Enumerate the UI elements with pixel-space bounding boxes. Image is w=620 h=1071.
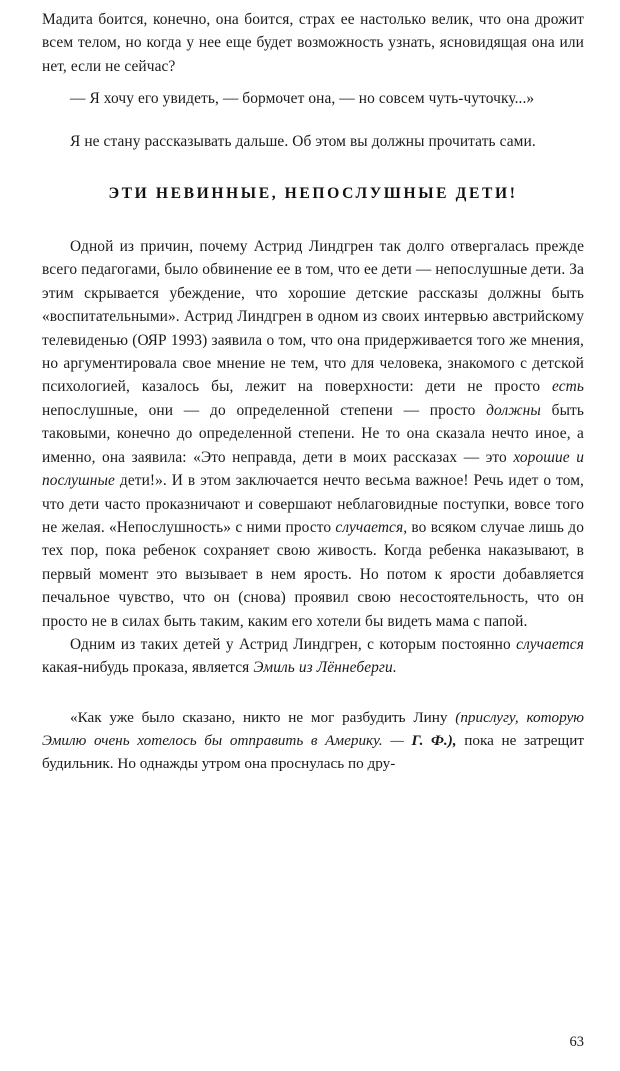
page-number: 63 — [569, 1034, 584, 1050]
spacer — [42, 78, 584, 87]
spacer — [42, 153, 584, 185]
section-heading: ЭТИ НЕВИННЫЕ, НЕПОСЛУШНЫЕ ДЕТИ! — [108, 185, 518, 203]
paragraph-main-argument: Одной из причин, почему Астрид Линдгрен так долго отвергалась прежде всего педагогами, было обвинение ее в том, что ее дети — непослушные дети. За этим скрывается убеждение, что хорошие детские рассказы должны быть «воспитательными». Астрид Линдгрен в одном из своих интервью австрийскому телевиденью (ОЯР 1993) заявила о том, что она придерживается того же мнения, но аргументировала свое мнение не тем, что для человека, знакомого с детской психологией, казалось бы, лежит на поверхности: дети не просто есть непослушные, они — до определенной степени — просто должны быть таковыми, конечно до определенной степени. Не то она сказала нечто иное, а именно, она заявила: «Это неправда, дети в моих рассказах — это хорошие и послушные дети!». И в этом заключается нечто весьма важное! Речь идет о том, что дети часто проказничают и совершают неблаговидные поступки, вовсе того не желая. «Непослушность» с ними просто случается, во всяком случае лишь до тех пор, пока ребенок сохраняет свою живость. Когда ребенка наказывают, в первый момент это вызывает в нем ярость. Но потом к ярости добавляется печальное чувство, что он (снова) проявил свою несостоятельность, что он просто не в силах быть таким, каким его хотели бы видеть мама с папой. — [42, 238, 585, 630]
paragraph-madita-fear: Мадита боится, конечно, она боится, страх ее настолько велик, что она дрожит всем телом, но когда у нее еще будет возможность узнать, ясновидящая она или нет, если не сейчас? — [42, 11, 584, 75]
paragraph-read-yourself: Я не стану рассказывать дальше. Об этом вы должны прочитать сами. — [70, 132, 536, 150]
paragraph-dialogue: — Я хочу его увидеть, — бормочет она, — но совсем чуть-чуточку...» — [70, 90, 535, 108]
spacer — [42, 111, 584, 130]
spacer — [42, 203, 584, 235]
paragraph-emil: Одним из таких детей у Астрид Линдгрен, с которым постоянно случается какая-нибудь проказа, является Эмиль из Лённеберги. — [42, 635, 584, 677]
blockquote-emil-lina: «Как уже было сказано, никто не мог разбудить Лину (прислугу, которую Эмилю очень хотелось бы отправить в Америку. — Г. Ф.), пока не затрещит будильник. Но однажды утром она проснулась по дру- — [42, 708, 584, 772]
section-heading-wrap — [42, 185, 584, 203]
spacer — [42, 680, 584, 706]
